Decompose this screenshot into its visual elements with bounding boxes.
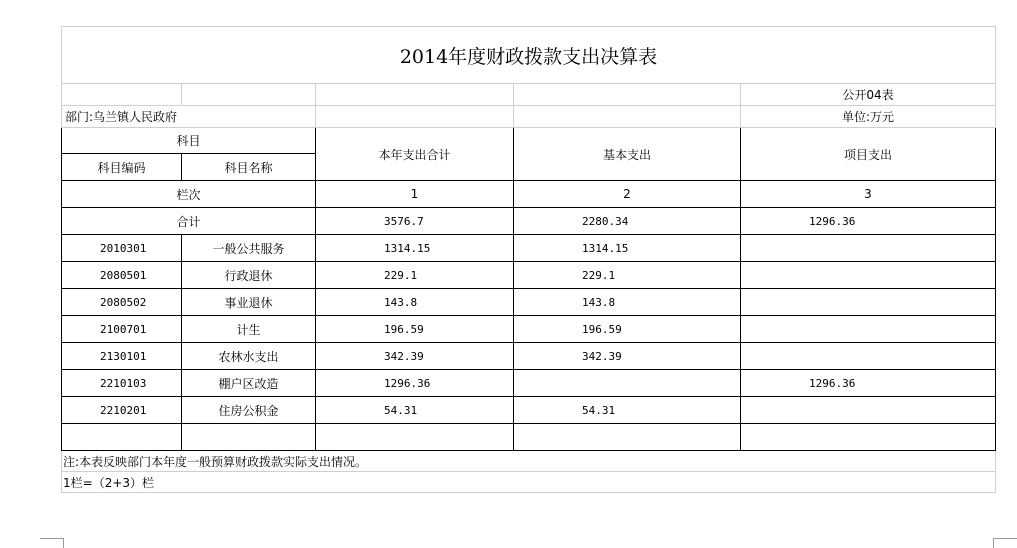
table-row — [62, 316, 996, 343]
header-subject-code: 科目编码 — [62, 154, 182, 181]
row-total: 1296.36 — [316, 370, 514, 397]
table-row — [62, 289, 996, 316]
total-row-label: 合计 — [62, 208, 316, 235]
blank-cell — [514, 84, 741, 106]
row-total: 54.31 — [316, 397, 514, 424]
blank-cell — [316, 106, 514, 128]
row-total: 342.39 — [316, 343, 514, 370]
row-code: 2010301 — [62, 235, 182, 262]
footnote: 注:本表反映部门本年度一般预算财政拨款实际支出情况。 — [62, 451, 996, 472]
row-basic: 143.8 — [514, 289, 741, 316]
page-corner-mark — [63, 538, 64, 548]
row-name: 计生 — [182, 316, 316, 343]
row-project — [741, 289, 996, 316]
report-title: 2014年度财政拨款支出决算表 — [62, 27, 996, 84]
row-name: 行政退休 — [182, 262, 316, 289]
blank-cell — [62, 424, 182, 451]
column-index-label: 栏次 — [62, 181, 316, 208]
department-label: 部门:乌兰镇人民政府 — [62, 106, 316, 128]
blank-cell — [514, 424, 741, 451]
column-index-1: 1 — [316, 181, 514, 208]
row-code: 2210103 — [62, 370, 182, 397]
row-basic — [514, 370, 741, 397]
total-row-total: 3576.7 — [316, 208, 514, 235]
page-corner-mark — [40, 538, 64, 539]
header-subject: 科目 — [62, 128, 316, 154]
header-total: 本年支出合计 — [316, 128, 514, 181]
row-name: 一般公共服务 — [182, 235, 316, 262]
report-sheet — [61, 26, 995, 493]
row-basic: 54.31 — [514, 397, 741, 424]
expenditure-table — [61, 26, 996, 493]
footnote-formula: 1栏=（2+3）栏 — [62, 472, 996, 493]
column-index-2: 2 — [514, 181, 741, 208]
table-row — [62, 343, 996, 370]
table-row — [62, 262, 996, 289]
header-basic: 基本支出 — [514, 128, 741, 181]
row-code: 2080502 — [62, 289, 182, 316]
row-code: 2100701 — [62, 316, 182, 343]
blank-cell — [514, 106, 741, 128]
total-row-basic: 2280.34 — [514, 208, 741, 235]
page-corner-mark — [993, 538, 1017, 539]
blank-cell — [316, 424, 514, 451]
empty-row — [62, 424, 996, 451]
header-project: 项目支出 — [741, 128, 996, 181]
row-code: 2080501 — [62, 262, 182, 289]
row-project — [741, 343, 996, 370]
blank-cell — [62, 84, 182, 106]
row-name: 农林水支出 — [182, 343, 316, 370]
row-project — [741, 397, 996, 424]
row-project — [741, 235, 996, 262]
row-total: 143.8 — [316, 289, 514, 316]
row-name: 棚户区改造 — [182, 370, 316, 397]
row-basic: 342.39 — [514, 343, 741, 370]
row-basic: 196.59 — [514, 316, 741, 343]
table-row — [62, 397, 996, 424]
column-index-3: 3 — [741, 181, 996, 208]
row-project — [741, 262, 996, 289]
row-basic: 229.1 — [514, 262, 741, 289]
page-corner-mark — [993, 538, 994, 548]
header-subject-name: 科目名称 — [182, 154, 316, 181]
unit-label: 单位:万元 — [741, 106, 996, 128]
row-project: 1296.36 — [741, 370, 996, 397]
form-number: 公开04表 — [741, 84, 996, 106]
total-row-project: 1296.36 — [741, 208, 996, 235]
table-row — [62, 370, 996, 397]
row-code: 2130101 — [62, 343, 182, 370]
blank-cell — [316, 84, 514, 106]
row-basic: 1314.15 — [514, 235, 741, 262]
row-total: 229.1 — [316, 262, 514, 289]
row-total: 196.59 — [316, 316, 514, 343]
row-project — [741, 316, 996, 343]
row-name: 住房公积金 — [182, 397, 316, 424]
row-name: 事业退休 — [182, 289, 316, 316]
table-row — [62, 235, 996, 262]
blank-cell — [182, 84, 316, 106]
row-code: 2210201 — [62, 397, 182, 424]
row-total: 1314.15 — [316, 235, 514, 262]
blank-cell — [741, 424, 996, 451]
blank-cell — [182, 424, 316, 451]
